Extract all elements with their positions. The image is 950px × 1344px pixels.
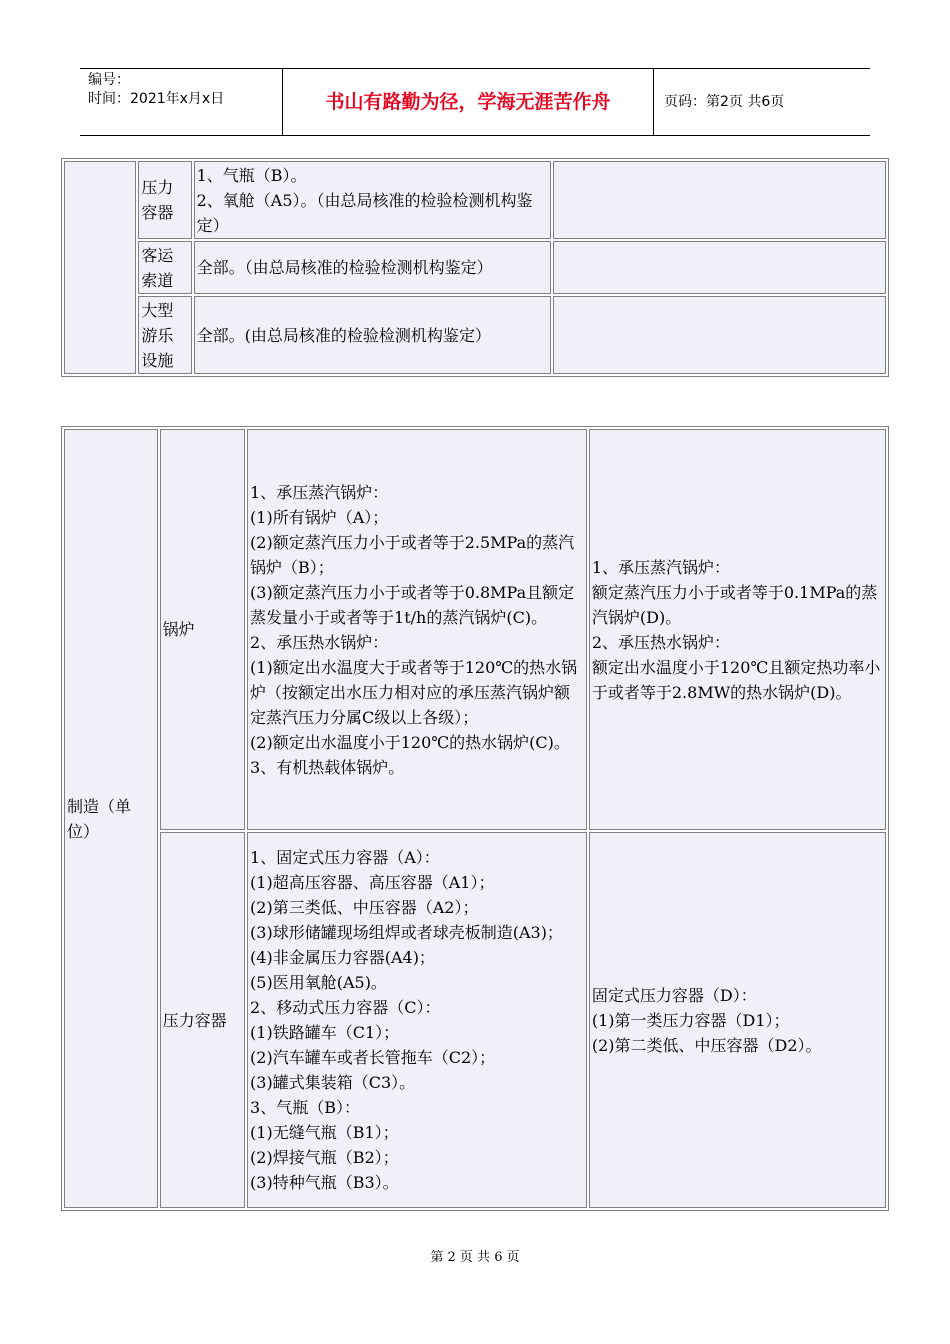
- extra-line: 1、承压蒸汽锅炉：: [591, 557, 731, 577]
- item-line: 全部。（由总局核准的检验检测机构鉴定）: [196, 258, 493, 277]
- item-line: (5)医用氧舱(A5)。: [250, 973, 387, 992]
- items-cell: [247, 832, 587, 1208]
- item-line: 2、承压热水锅炉：: [250, 632, 389, 652]
- items-cell: [247, 429, 587, 830]
- page-header: [80, 68, 870, 136]
- item-line: 3、气瓶（B）：: [250, 1098, 360, 1117]
- category-label: 压力容器: [141, 178, 174, 222]
- header-page-label: 页码：第2页 共6页: [664, 94, 785, 110]
- item-line: (2)第三类低、中压容器（A2）；: [250, 898, 479, 917]
- item-line: (1)所有锅炉（A）；: [250, 507, 389, 527]
- category-cell: [160, 832, 245, 1208]
- item-line: 2、移动式压力容器（C）：: [250, 998, 441, 1017]
- item-line: (3)球形储罐现场组焊或者球壳板制造(A3)；: [250, 923, 563, 942]
- item-line: (1)超高压容器、高压容器（A1）；: [250, 873, 495, 892]
- item-line: 1、承压蒸汽锅炉：: [250, 482, 389, 502]
- category-label: 压力容器: [162, 1010, 227, 1030]
- item-line: 2、氧舱（A5）。（由总局核准的检验检测机构鉴定）: [196, 190, 533, 235]
- date-label: 时间：2021年x月x日: [88, 91, 225, 107]
- item-line: (1)铁路罐车（C1）；: [250, 1023, 400, 1042]
- activity-label: 制造（单位）: [67, 796, 132, 841]
- item-line: (3)特种气瓶（B3）。: [250, 1173, 399, 1192]
- extra-line: 固定式压力容器（D）：: [591, 985, 757, 1005]
- activity-cell: [64, 429, 158, 1208]
- item-line: 3、有机热载体锅炉。: [250, 757, 405, 777]
- item-line: 1、气瓶（B）。: [196, 165, 307, 185]
- item-line: (2)额定出水温度小于120℃的热水锅炉(C)。: [250, 732, 570, 752]
- header-motto: 书山有路勤为径，学海无涯苦作舟: [282, 69, 654, 135]
- extra-line: (2)第二类低、中压容器（D2）。: [591, 1035, 822, 1055]
- license-table-manufacturing: [61, 426, 889, 1211]
- page-footer: 第 2 页 共 6 页: [430, 1250, 520, 1265]
- number-label: 编号：: [88, 72, 130, 88]
- activity-cell-empty: [64, 161, 136, 374]
- header-meta: [80, 69, 282, 135]
- item-line: (1)无缝气瓶（B1）；: [250, 1123, 399, 1142]
- item-line: (2)额定蒸汽压力小于或者等于2.5MPa的蒸汽锅炉（B）；: [250, 532, 575, 577]
- extra-line: 2、承压热水锅炉：: [591, 632, 731, 652]
- extra-cell: [589, 429, 886, 830]
- category-label: 大型游乐设施: [141, 300, 174, 370]
- items-cell: [194, 241, 552, 294]
- extra-cell: [553, 296, 886, 374]
- item-line: (2)焊接气瓶（B2）；: [250, 1148, 399, 1167]
- category-cell: [138, 161, 191, 239]
- item-line: (3)额定蒸汽压力小于或者等于0.8MPa且额定蒸发量小于或者等于1t/h的蒸汽锅炉(C)。: [250, 582, 575, 627]
- extra-cell: [589, 832, 886, 1208]
- extra-cell: [553, 241, 886, 294]
- item-line: (4)非金属压力容器(A4)；: [250, 948, 435, 967]
- item-line: (1)额定出水温度大于或者等于120℃的热水锅炉（按额定出水压力相对应的承压蒸汽锅炉额定蒸汽压力分属C级以上各级）；: [250, 657, 578, 727]
- item-line: (3)罐式集装箱（C3）。: [250, 1073, 416, 1092]
- category-cell: [160, 429, 245, 830]
- item-line: 1、固定式压力容器（A）：: [250, 848, 440, 867]
- category-cell: [138, 296, 191, 374]
- category-label: 锅炉: [162, 620, 195, 639]
- license-table-continued: [61, 158, 889, 377]
- item-line: (2)汽车罐车或者长管拖车（C2）；: [250, 1048, 496, 1067]
- items-cell: [194, 296, 552, 374]
- category-cell: [138, 241, 191, 294]
- extra-line: (1)第一类压力容器（D1）；: [591, 1010, 790, 1030]
- extra-line: 额定蒸汽压力小于或者等于0.1MPa的蒸汽锅炉(D)。: [591, 582, 878, 627]
- extra-cell: [553, 161, 886, 239]
- category-label: 客运索道: [141, 245, 174, 290]
- item-line: 全部。(由总局核准的检验检测机构鉴定）: [196, 325, 491, 345]
- extra-line: 额定出水温度小于120℃且额定热功率小于或者等于2.8MW的热水锅炉(D)。: [591, 657, 881, 702]
- items-cell: [194, 161, 552, 239]
